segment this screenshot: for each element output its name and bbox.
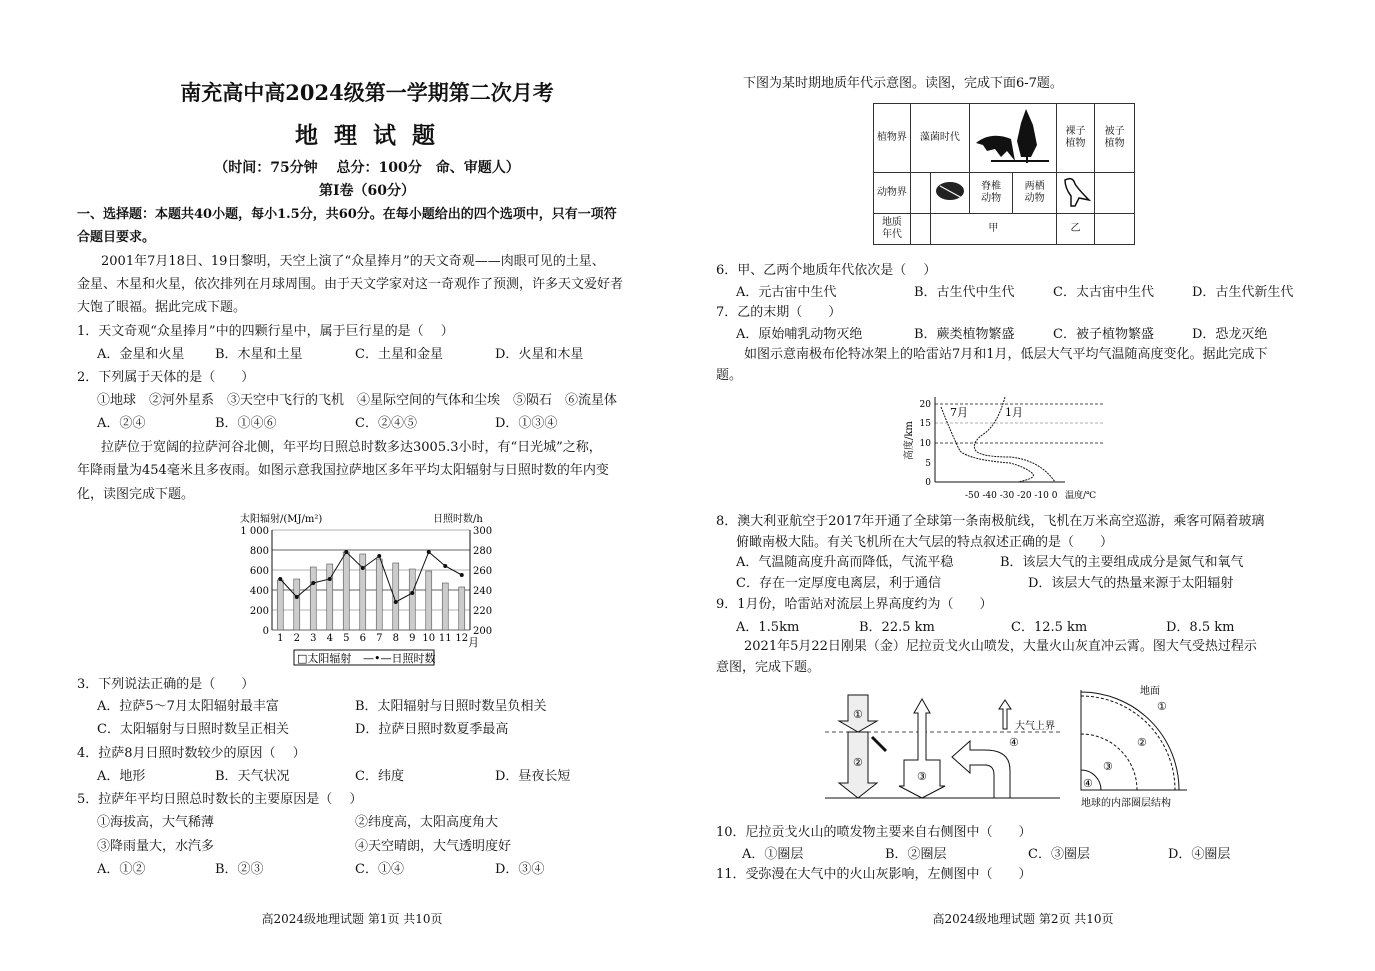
- y-axis-label: 高度/km: [904, 421, 915, 460]
- july-label: 7月: [950, 406, 968, 419]
- bar: [376, 559, 382, 630]
- y-tick: 10: [919, 439, 931, 449]
- option-d[interactable]: D．恐龙灭绝: [1192, 327, 1268, 342]
- y-tick-left: 800: [249, 546, 269, 557]
- empty-cell: [1095, 214, 1135, 245]
- y-tick-right: 240: [473, 586, 493, 597]
- passage-line: 2021年5月22日刚果（金）尼拉贡戈火山喷发，大量火山灰直冲云霄。图大气受热过程示: [744, 639, 1257, 654]
- option-b[interactable]: B．②③: [215, 862, 264, 877]
- arrow-3: [899, 699, 945, 798]
- cell-algae: 藻菌时代: [910, 104, 969, 173]
- x-tick: 1: [277, 633, 284, 644]
- y-tick-left: 400: [249, 586, 269, 597]
- sunshine-point: [427, 550, 431, 554]
- option-c[interactable]: C．太古宙中生代: [1053, 285, 1154, 300]
- sunshine-point: [295, 595, 299, 599]
- geologic-time-table: [873, 103, 1135, 245]
- option-c[interactable]: C．③圈层: [1028, 847, 1090, 862]
- temperature-altitude-chart: [900, 385, 1110, 505]
- passage-line: 金星、木星和火星，依次排列在月球周围。由于天文学家对这一奇观作了预测，许多天文爱好者: [77, 277, 624, 292]
- option-d[interactable]: D．③④: [495, 862, 545, 877]
- x-tick: 2: [293, 633, 300, 644]
- option-c[interactable]: C．太阳辐射与日照时数呈正相关: [97, 722, 289, 737]
- option-d[interactable]: D．古生代新生代: [1192, 285, 1294, 300]
- x-tick: 7: [376, 633, 383, 644]
- option-b[interactable]: B．太阳辐射与日照时数呈负相关: [355, 699, 547, 714]
- question-8-cont: 俯瞰南极大陆。有关飞机所在大气层的特点叙述正确的是（ ）: [736, 535, 1114, 550]
- label-3: ③: [917, 770, 927, 783]
- dinosaur-icon: [1056, 173, 1094, 214]
- layer-2-label: ②: [1137, 736, 1147, 749]
- label-2: ②: [853, 756, 863, 769]
- section-heading: 一、选择题：本题共40小题，每小1.5分，共60分。在每小题给出的四个选项中，只有一项符: [77, 207, 617, 222]
- y-tick-left: 600: [249, 566, 269, 577]
- return-arrow: [952, 741, 1010, 798]
- option-a[interactable]: A．气温随高度升高而降低，气流平稳: [736, 555, 954, 570]
- sunshine-point: [311, 581, 315, 585]
- question-1: 1．天文奇观“众星捧月”中的四颗行星中，属于巨行星的是（ ）: [77, 324, 454, 339]
- label-1: ①: [853, 708, 863, 721]
- question-4: 4．拉萨8月日照时数较少的原因（ ）: [77, 746, 306, 761]
- q5-item: ②纬度高，太阳高度角大: [355, 815, 499, 830]
- arrow-4: [999, 700, 1011, 729]
- option-a[interactable]: A．地形: [97, 769, 146, 784]
- bar: [459, 587, 465, 630]
- x-tick: 9: [409, 633, 416, 644]
- sunshine-point: [443, 564, 447, 568]
- ground-label: 地面: [1140, 686, 1160, 697]
- y-tick-left: 0: [262, 626, 269, 637]
- layer-3-label: ③: [1103, 760, 1113, 773]
- y-tick: 0: [925, 478, 931, 488]
- option-b[interactable]: B．木星和土星: [215, 347, 303, 362]
- y-tick-right: 220: [473, 606, 493, 617]
- cell-vertebrate: 脊椎动物: [969, 173, 1013, 214]
- sunshine-point: [361, 566, 365, 570]
- option-d[interactable]: D．①③④: [495, 416, 558, 431]
- bar: [294, 579, 300, 630]
- y-axis-label-right: 日照时数/h: [433, 514, 483, 525]
- y-tick-left: 1 000: [240, 526, 269, 537]
- option-b[interactable]: B．古生代中生代: [914, 285, 1015, 300]
- y-tick-right: 200: [473, 626, 493, 637]
- cell-angio: 被子植物: [1095, 104, 1135, 173]
- option-c[interactable]: C．纬度: [355, 769, 404, 784]
- passage-line: 如图示意南极布伦特冰架上的哈雷站7月和1月，低层大气平均气温随高度变化。据此完成下: [744, 347, 1268, 362]
- passage-line: 2001年7月18日、19日黎明，天空上演了“众星捧月”的天文奇观——肉眼可见的土星、: [101, 254, 605, 269]
- question-2: 2．下列属于天体的是（ ）: [77, 370, 255, 385]
- option-d[interactable]: D．拉萨日照时数夏季最高: [355, 722, 509, 737]
- trilobite-icon: [930, 173, 969, 214]
- sunshine-point: [328, 577, 332, 581]
- question-5: 5．拉萨年平均日照总时数长的主要原因是（ ）: [77, 792, 363, 807]
- sunshine-line: [280, 552, 462, 602]
- empty-cell: [910, 214, 930, 245]
- option-b[interactable]: B．蕨类植物繁盛: [914, 327, 1015, 342]
- bar: [277, 580, 283, 630]
- y-tick-left: 200: [249, 606, 269, 617]
- page-footer: 高2024级地理试题 第1页 共10页: [261, 912, 443, 926]
- question-3: 3．下列说法正确的是（ ）: [77, 677, 255, 692]
- question-9: 9．1月份，哈雷站对流层上界高度约为（ ）: [716, 597, 993, 612]
- y-tick: 20: [919, 400, 931, 410]
- option-d[interactable]: D．④圈层: [1168, 847, 1231, 862]
- x-axis-label: 温度/℃: [1065, 491, 1097, 501]
- question-8: 8．澳大利亚航空于2017年开通了全球第一条南极航线，飞机在万米高空巡游，乘客可隔着玻璃: [716, 514, 1265, 529]
- option-d[interactable]: D．昼夜长短: [495, 769, 571, 784]
- option-c[interactable]: C．12.5 km: [1011, 620, 1088, 635]
- cell-animal: 动物界: [874, 173, 911, 214]
- volume-title: 第Ⅰ卷（60分）: [318, 183, 416, 199]
- x-tick: 4: [326, 633, 333, 644]
- sunshine-point: [460, 573, 464, 577]
- option-b[interactable]: B．天气状况: [215, 769, 290, 784]
- bar: [409, 569, 415, 630]
- x-tick: 11: [438, 633, 452, 644]
- option-a[interactable]: A．②④: [97, 416, 146, 431]
- bar: [426, 571, 432, 630]
- x-ticks: -50 -40 -30 -20 -10 0: [965, 491, 1058, 501]
- option-d[interactable]: D．火星和木星: [495, 347, 584, 362]
- x-tick: 3: [310, 633, 317, 644]
- passage-line: 题。: [716, 368, 743, 383]
- intro-text: 下图为某时期地质年代示意图。读图，完成下面6-7题。: [743, 76, 1063, 91]
- option-c[interactable]: C．土星和金星: [355, 347, 443, 362]
- q5-item: ④天空晴朗，大气透明度好: [355, 839, 512, 854]
- empty-cell: [910, 173, 930, 214]
- passage-line: 意图，完成下题。: [716, 660, 821, 675]
- cell-era: 地质年代: [874, 214, 911, 245]
- passage-line: 大饱了眼福。据此完成下题。: [77, 300, 247, 315]
- layer-4-label: ④: [1083, 777, 1093, 790]
- option-b[interactable]: B．①④⑥: [215, 416, 277, 431]
- bar: [343, 552, 349, 630]
- option-b[interactable]: B．该层大气的主要组成成分是氮气和氧气: [1000, 555, 1244, 570]
- diagram-caption: 地球的内部圈层结构: [1081, 798, 1171, 809]
- option-a[interactable]: A．元古宙中生代: [736, 285, 837, 300]
- q5-item: ①海拔高，大气稀薄: [97, 815, 215, 830]
- cell-amphibian: 两栖动物: [1013, 173, 1057, 214]
- sunshine-point: [377, 554, 381, 558]
- lhasa-chart: [230, 505, 500, 670]
- option-b[interactable]: B．②圈层: [885, 847, 947, 862]
- cell-jia: 甲: [930, 214, 1056, 245]
- y-tick-right: 260: [473, 566, 493, 577]
- question-7: 7．乙的末期（ ）: [716, 305, 842, 320]
- bar: [442, 583, 448, 630]
- option-d[interactable]: D．8.5 km: [1166, 620, 1235, 635]
- legend-radiation: □太阳辐射: [297, 652, 352, 665]
- passage-line: 拉萨位于宽阔的拉萨河谷北侧，年平均日照总时数多达3005.3小时，有“日光城”之称，: [101, 440, 602, 455]
- layer-1-label: ①: [1157, 700, 1167, 713]
- option-c[interactable]: C．存在一定厚度电离层，利于通信: [736, 576, 941, 591]
- option-d[interactable]: D．该层大气的热量来源于太阳辐射: [1028, 576, 1234, 591]
- x-tick: 6: [359, 633, 366, 644]
- option-a[interactable]: A．原始哺乳动物灭绝: [736, 327, 863, 342]
- passage-line: 年降雨量为454毫米且多夜雨。如图示意我国拉萨地区多年平均太阳辐射与日照时数的年内变: [77, 463, 609, 478]
- atmosphere-top-label: 大气上界: [1015, 721, 1055, 732]
- question-10: 10．尼拉贡戈火山的喷发物主要来自右侧图中（ ）: [716, 825, 1032, 840]
- cell-gymno: 裸子植物: [1056, 104, 1094, 173]
- january-label: 1月: [1005, 406, 1023, 419]
- sunshine-point: [278, 577, 282, 581]
- cell-plant: 植物界: [874, 104, 911, 173]
- fern-tree-icon: [969, 104, 1056, 173]
- sunshine-point: [394, 600, 398, 604]
- option-a[interactable]: A．1.5km: [736, 620, 800, 635]
- option-a[interactable]: A．金星和火星: [97, 347, 185, 362]
- sunshine-point: [344, 550, 348, 554]
- x-tick: 5: [343, 633, 350, 644]
- y-tick: 5: [925, 459, 931, 469]
- sunshine-point: [410, 591, 414, 595]
- exam-info: （时间：75分钟 总分：100分 命、审题人）: [214, 160, 520, 176]
- option-c[interactable]: C．②④⑤: [355, 416, 417, 431]
- y-axis-label-left: 太阳辐射/(MJ/m²): [240, 514, 323, 525]
- earth-interior-diagram: [1075, 682, 1205, 812]
- bar: [310, 567, 316, 630]
- legend-sunshine: —•—日照时数: [363, 652, 436, 665]
- cell-yi: 乙: [1056, 214, 1094, 245]
- bar: [327, 564, 333, 630]
- option-a[interactable]: A．①②: [97, 862, 146, 877]
- y-tick: 15: [919, 419, 931, 429]
- q2-items: ①地球 ②河外星系 ③天空中飞行的飞机 ④星际空间的气体和尘埃 ⑤陨石 ⑥流星体: [97, 393, 618, 408]
- option-c[interactable]: C．被子植物繁盛: [1053, 327, 1154, 342]
- x-axis-label: 月: [468, 636, 479, 649]
- x-tick: 10: [422, 633, 436, 644]
- q5-item: ③降雨量大，水汽多: [97, 839, 215, 854]
- page-footer: 高2024级地理试题 第2页 共10页: [932, 912, 1114, 926]
- exam-title: 南充高中高2024级第一学期第二次月考: [180, 80, 554, 105]
- question-11: 11．受弥漫在大气中的火山灰影响，左侧图中（ ）: [716, 867, 1032, 882]
- section-heading-cont: 合题目要求。: [77, 230, 156, 245]
- y-tick-right: 300: [473, 526, 493, 537]
- label-4: ④: [1009, 736, 1019, 749]
- option-a[interactable]: A．拉萨5～7月太阳辐射最丰富: [97, 699, 279, 714]
- empty-cell: [1095, 173, 1135, 214]
- question-6: 6．甲、乙两个地质年代依次是（ ）: [716, 263, 937, 278]
- option-a[interactable]: A．①圈层: [742, 847, 804, 862]
- y-tick-right: 280: [473, 546, 493, 557]
- option-c[interactable]: C．①④: [355, 862, 404, 877]
- passage-line: 化，读图完成下题。: [77, 487, 195, 502]
- subject-title: 地 理 试 题: [294, 122, 440, 149]
- reflection-arrow: [872, 737, 886, 751]
- x-tick: 8: [392, 633, 399, 644]
- atmosphere-heating-diagram: [820, 685, 1065, 805]
- x-tick: 12: [455, 633, 469, 644]
- option-b[interactable]: B．22.5 km: [859, 620, 935, 635]
